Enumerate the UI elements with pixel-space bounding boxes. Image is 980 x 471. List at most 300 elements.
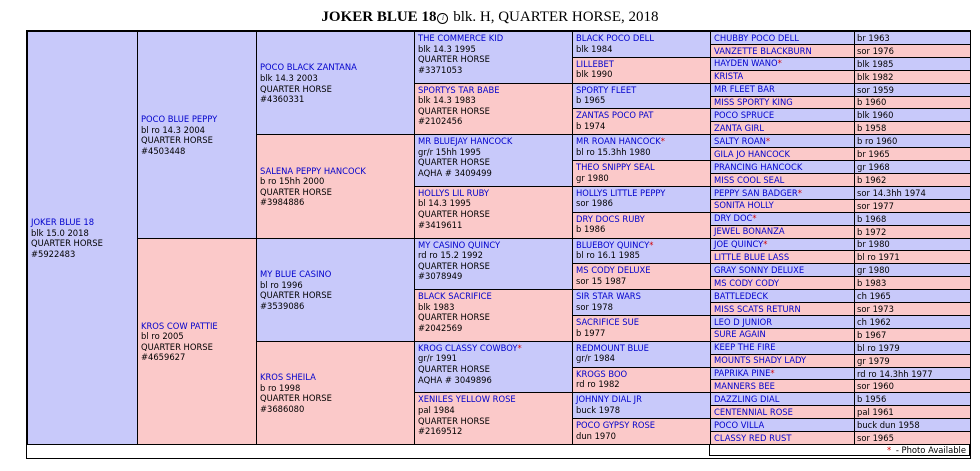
horse-info [714,175,784,186]
detail-divider [854,342,855,354]
horse-name-line [714,58,782,69]
horse-info [714,162,802,173]
pedigree-cell-gen3 [414,31,573,84]
photo-star: * [765,135,771,146]
horse-name-link[interactable]: JEWEL BONANZA [714,226,785,237]
horse-name-link[interactable]: LITTLE BLUE LASS [714,252,790,263]
horse-detail: sor 1960 [857,381,894,392]
horse-name-link[interactable]: POCO BLUE PEPPY [141,114,218,125]
horse-detail: ch 1965 [857,291,891,302]
pedigree-cell-gen4 [572,315,711,342]
horse-name-line [714,407,793,418]
horse-detail: b 1972 [857,226,887,237]
pedigree-cell-gen5 [710,302,971,316]
horse-info [714,110,774,121]
horse-info [714,394,779,405]
detail-divider [854,109,855,121]
horse-detail-line: dun 1970 [576,430,616,441]
horse-detail-line: bl ro 2005 [141,331,184,342]
horse-name-link[interactable]: BLACK POCO DELL [576,33,655,43]
photo-star: * [770,368,775,379]
detail-divider [854,84,855,96]
detail-divider [854,393,855,405]
pedigree-cell-gen5 [710,160,971,174]
horse-name-link[interactable]: MR FLEET BAR [714,84,775,95]
horse-name-link[interactable]: CENTENNIAL ROSE [714,406,793,417]
horse-detail-line: #4659627 [141,352,186,363]
horse-info [31,217,103,259]
pedigree-cell-gen3 [414,134,573,187]
horse-info [418,33,503,75]
horse-detail: sor 1976 [857,45,894,56]
pedigree-cell-gen5 [710,83,971,97]
horse-detail-line: b ro 1998 [260,382,301,393]
horse-name-link[interactable]: PRANCING HANCOCK [714,161,803,172]
horse-detail-line: bl ro 16.1 1985 [576,250,640,261]
horse-info [714,291,768,302]
horse-name-link[interactable]: XENILES YELLOW ROSE [418,394,516,405]
horse-detail-line: b ro 15hh 2000 [260,176,325,187]
detail-divider [854,97,855,109]
horse-name-line [418,343,522,354]
pedigree-cell-gen5 [710,186,971,200]
horse-name-link[interactable]: JOHNNY DIAL JR [576,394,642,405]
horse-name-line [714,226,785,237]
horse-info [714,213,757,224]
pedigree-cell-gen4 [572,418,711,445]
horse-detail-line: QUARTER HORSE [418,260,490,271]
horse-name-link[interactable]: SACRIFICE SUE [576,316,640,327]
horse-detail-line: b 1965 [576,95,606,106]
pedigree-cell-gen5 [710,431,971,445]
horse-name-link[interactable]: PEPPY SAN BADGER [714,187,798,198]
horse-name-line [714,239,767,250]
pedigree-cell-gen5 [710,341,971,355]
pedigree-cell-gen5 [710,96,971,110]
horse-name-line [714,394,779,405]
pedigree-cell-gen2 [256,238,415,342]
horse-info [576,420,655,441]
horse-detail-line: #3686080 [260,403,305,414]
horse-detail: gr 1979 [857,355,890,366]
horse-detail-line: buck 1978 [576,404,621,415]
horse-name-link[interactable]: LILLEBET [576,58,614,69]
horse-info [576,110,653,131]
horse-detail-line: sor 15 1987 [576,275,627,286]
horse-detail: b 1960 [857,97,887,108]
horse-info [260,269,332,311]
horse-name-link[interactable]: POCO GYPSY ROSE [576,420,656,431]
horse-name-link[interactable]: MANNERS BEE [714,381,775,392]
horse-detail-line: blk 1990 [576,69,613,80]
horse-info [418,291,492,333]
horse-name-line [714,252,789,263]
detail-divider [854,355,855,367]
horse-name-line [714,188,802,199]
horse-name-link[interactable]: POCO SPRUCE [714,110,775,121]
horse-name-link[interactable]: KROS COW PATTIE [141,320,218,331]
horse-info [714,381,775,392]
horse-name-link[interactable]: KEEP THE FIRE [714,342,776,353]
horse-detail-line: QUARTER HORSE [418,363,490,374]
horse-detail-line: #3371053 [418,64,463,75]
detail-divider [854,71,855,83]
horse-detail-line: #2102456 [418,116,463,127]
horse-detail: bl ro 1979 [857,342,900,353]
pedigree-cell-gen5 [710,147,971,161]
horse-name-line [714,136,770,147]
horse-name-link[interactable]: THE COMMERCE KID [418,33,504,43]
detail-divider [854,368,855,380]
horse-detail-line: QUARTER HORSE [260,83,332,94]
detail-divider [854,316,855,328]
horse-name-link[interactable]: DAZZLING DIAL [714,394,780,405]
photo-star: * [763,239,768,250]
horse-name-line [141,321,218,332]
horse-name-link[interactable]: ZANTAS POCO PAT [576,110,654,121]
photo-star: * [777,58,782,69]
pedigree-cell-gen4 [572,289,711,316]
pedigree-cell-gen5 [710,225,971,239]
horse-name-line [576,240,653,251]
horse-name-line [714,46,812,57]
horse-info [714,342,776,353]
pedigree-cell-gen4 [572,83,711,110]
horse-detail-line: sor 1978 [576,301,613,312]
horse-name-link[interactable]: POCO VILLA [714,419,765,430]
horse-detail-line: #2169512 [418,426,463,437]
pedigree-cell-gen3 [414,238,573,291]
horse-name-line [714,317,772,328]
horse-info [418,394,516,436]
detail-divider [854,148,855,160]
horse-name-line [418,33,503,44]
horse-name-line [576,369,627,380]
pedigree-cell-gen4 [572,212,711,239]
pedigree-cell-gen5 [710,276,971,290]
pedigree-cell-gen3 [414,83,573,136]
horse-detail: b 1968 [857,213,887,224]
horse-name-line [418,291,492,302]
horse-name-line [576,317,639,328]
horse-info [714,200,774,211]
pedigree-cell-gen4 [572,160,711,187]
horse-name-line [576,343,649,354]
horse-name-line [714,433,791,444]
horse-detail: sor 1973 [857,303,894,314]
horse-name-line [714,278,779,289]
horse-detail-line: #5922483 [31,249,76,260]
horse-name-link[interactable]: HOLLYS LIL RUBY [418,187,490,198]
horse-name-link[interactable]: MY BLUE CASINO [260,268,332,279]
pedigree-cell-gen5 [710,250,971,264]
horse-info [576,265,651,286]
pedigree-cell-gen5 [710,238,971,252]
horse-name-line [418,240,500,251]
horse-info [576,369,627,390]
horse-info [418,136,512,178]
pedigree-cell-gen5 [710,405,971,419]
horse-name-link[interactable]: MISS SCATS RETURN [714,303,801,314]
horse-info [576,291,641,312]
horse-detail-line: blk 1983 [418,301,455,312]
horse-name-link[interactable]: KROG CLASSY COWBOY [418,342,518,353]
pedigree-cell-gen5 [710,199,971,213]
pedigree-cell-gen5 [710,315,971,329]
pedigree-cell-gen2 [256,134,415,238]
horse-name-line [714,110,774,121]
horse-detail-line: gr/r 1991 [418,353,458,364]
horse-name-line [714,304,801,315]
horse-detail-line: QUARTER HORSE [260,186,332,197]
pedigree-cell-gen4 [572,186,711,213]
horse-name-link[interactable]: BLUEBOY QUINCY [576,239,650,250]
horse-info [260,166,366,208]
horse-name-line [714,149,790,160]
horse-name-link[interactable]: SURE AGAIN [714,329,766,340]
horse-info [714,368,775,379]
horse-name-link[interactable]: GILA JO HANCOCK [714,148,791,159]
legend-text: - Photo Available [893,445,966,455]
horse-name-link[interactable]: DRY DOCS RUBY [576,213,645,224]
horse-name-line [714,200,774,211]
horse-name-link[interactable]: JOE QUINCY [714,239,764,250]
horse-detail: gr 1980 [857,265,890,276]
horse-detail-line: #4360331 [260,94,305,105]
horse-name-line [576,188,665,199]
pedigree-cell-gen1 [137,31,257,239]
horse-name-line [576,33,654,44]
horse-name-line [714,71,743,82]
horse-info [576,343,649,364]
horse-name-link[interactable]: MOUNTS SHADY LADY [714,355,807,366]
horse-detail-line: QUARTER HORSE [418,312,490,323]
pedigree-cell-gen4 [572,392,711,419]
horse-detail-line: QUARTER HORSE [141,135,213,146]
horse-name-line [576,59,614,70]
pedigree-cell-gen5 [710,121,971,135]
horse-detail-line: blk 14.3 1995 [418,43,476,54]
horse-name-line [714,381,775,392]
horse-name-link[interactable]: CHUBBY POCO DELL [714,32,799,43]
horse-info [576,162,655,183]
horse-detail-line: QUARTER HORSE [418,105,490,116]
horse-detail-line: bl ro 1996 [260,279,303,290]
horse-detail: br 1965 [857,149,890,160]
detail-divider [854,329,855,341]
horse-info [714,188,802,199]
horse-name-link[interactable]: VANZETTE BLACKBURN [714,45,812,56]
horse-detail-line: #3419611 [418,219,463,230]
detail-divider [854,45,855,57]
pedigree-cell-gen5 [710,328,971,342]
horse-name-line [260,372,332,383]
pedigree-cell-gen4 [572,238,711,265]
horse-name-link[interactable]: BLACK SACRIFICE [418,291,492,302]
horse-info [576,214,645,235]
horse-info [714,355,806,366]
horse-name-line [714,175,784,186]
horse-info [714,46,812,57]
pedigree-cell-gen2 [256,31,415,135]
pedigree-cell-gen4 [572,263,711,290]
horse-info [714,407,793,418]
detail-divider [854,226,855,238]
horse-name-line [260,269,332,280]
horse-name-link[interactable]: PAPRIKA PINE [714,368,771,379]
horse-detail: b 1956 [857,394,887,405]
horse-name-line [714,33,799,44]
horse-detail: b 1983 [857,278,887,289]
horse-name-link[interactable]: MY CASINO QUINCY [418,239,501,250]
horse-name-link[interactable]: KROS SHEILA [260,372,316,383]
horse-title-name: JOKER BLUE 18 [321,9,437,25]
horse-detail: sor 1965 [857,433,894,444]
horse-name-link[interactable]: SIR STAR WARS [576,291,641,302]
horse-name-line [31,217,103,228]
horse-detail-line: blk 15.0 2018 [31,227,89,238]
detail-divider [854,432,855,444]
horse-name-line [714,355,806,366]
horse-detail-line: QUARTER HORSE [418,157,490,168]
horse-detail: b ro 1960 [857,136,898,147]
photo-star: * [752,213,757,224]
pedigree-cell-gen5 [710,212,971,226]
horse-name-link[interactable]: BATTLEDECK [714,290,768,301]
pedigree-cell-gen4 [572,57,711,84]
horse-detail: blk 1960 [857,110,894,121]
horse-name-link[interactable]: HOLLYS LITTLE PEPPY [576,187,666,198]
photo-star: * [517,342,522,353]
horse-name-line [260,62,357,73]
detail-divider [854,277,855,289]
horse-detail-line: bl ro 14.3 2004 [141,124,205,135]
horse-detail-line: blk 14.3 1983 [418,95,476,106]
horse-name-link[interactable]: MISS COOL SEAL [714,174,785,185]
horse-info [714,136,770,147]
horse-info [576,59,614,80]
pedigree-cell-gen4 [572,367,711,394]
pedigree-cell-gen3 [414,289,573,342]
pedigree-table [26,30,971,459]
horse-name-link[interactable]: SPORTY FLEET [576,84,637,95]
horse-name-link[interactable]: MR BLUEJAY HANCOCK [418,136,513,147]
horse-detail: buck dun 1958 [857,420,920,431]
horse-name-link[interactable]: LEO D JUNIOR [714,316,773,327]
horse-name-link[interactable]: SONITA HOLLY [714,200,774,211]
horse-info [576,33,654,54]
horse-name-line [576,136,665,147]
detail-divider [854,32,855,44]
detail-divider [854,135,855,147]
horse-info [714,265,804,276]
horse-detail-line: AQHA # 3409499 [418,168,492,179]
horse-name-link[interactable]: SALENA PEPPY HANCOCK [260,165,366,176]
horse-name-line [714,213,757,224]
horse-detail-line: #3539086 [260,300,305,311]
horse-name-line [714,97,793,108]
info-icon[interactable]: i [437,13,448,24]
pedigree-cell-gen5 [710,418,971,432]
horse-info [714,278,779,289]
horse-name-link[interactable]: ZANTA GIRL [714,122,765,133]
horse-name-line [260,166,366,177]
horse-name-link[interactable]: MS CODY DELUXE [576,265,651,276]
horse-name-link[interactable]: KROGS BOO [576,368,628,379]
horse-name-link[interactable]: MISS SPORTY KING [714,97,793,108]
horse-name-line [714,291,768,302]
horse-info [714,226,785,237]
horse-name-line [418,394,516,405]
horse-detail: b 1967 [857,329,887,340]
horse-detail-line: rd ro 15.2 1992 [418,250,483,261]
photo-star: * [797,187,802,198]
pedigree-cell-gen4 [572,31,711,58]
horse-info [714,58,782,69]
horse-info [714,329,766,340]
horse-name-link[interactable]: SPORTYS TAR BABE [418,84,500,95]
horse-name-link[interactable]: REDMOUNT BLUE [576,342,649,353]
detail-divider [854,419,855,431]
horse-detail-line: #3984886 [260,197,305,208]
detail-divider [854,200,855,212]
horse-name-link[interactable]: THEO SNIPPY SEAL [576,162,655,173]
pedigree-cell-gen3 [414,392,573,445]
horse-detail: b 1958 [857,123,887,134]
horse-name-link[interactable]: HAYDEN WANO [714,58,778,69]
pedigree-cell-gen5 [710,108,971,122]
horse-name-link[interactable]: DRY DOC [714,213,753,224]
horse-detail-line: b 1977 [576,327,606,338]
horse-name-link[interactable]: CLASSY RED RUST [714,432,792,443]
horse-detail: b 1962 [857,174,887,185]
horse-detail: br 1963 [857,32,890,43]
pedigree-cell-gen5 [710,289,971,303]
horse-info [260,372,332,414]
horse-detail-line: AQHA # 3049896 [418,374,492,385]
horse-info [418,188,490,230]
horse-name-link[interactable]: POCO BLACK ZANTANA [260,62,357,73]
horse-detail: blk 1985 [857,58,894,69]
horse-name-link[interactable]: JOKER BLUE 18 [31,217,95,228]
photo-legend [709,444,970,456]
horse-info [714,84,775,95]
pedigree-cell-gen5 [710,379,971,393]
horse-name-link[interactable]: KRISTA [714,71,744,82]
horse-info [418,85,500,127]
horse-name-line [714,265,804,276]
horse-name-link[interactable]: MS CODY CODY [714,277,779,288]
horse-info [714,420,764,431]
horse-detail-line: pal 1984 [418,404,455,415]
horse-name-line [714,329,766,340]
horse-name-link[interactable]: MR ROAN HANCOCK [576,136,661,147]
pedigree-cell-gen5 [710,354,971,368]
horse-info [576,317,639,338]
horse-name-line [576,420,655,431]
horse-name-link[interactable]: SALTY ROAN [714,135,766,146]
horse-name-link[interactable]: GRAY SONNY DELUXE [714,264,805,275]
horse-name-line [141,114,217,125]
horse-name-line [576,85,636,96]
horse-detail-line: QUARTER HORSE [418,54,490,65]
horse-info [714,317,772,328]
horse-name-line [576,214,645,225]
horse-detail-line: gr/r 1984 [576,353,616,364]
horse-info [714,33,799,44]
horse-info [714,149,790,160]
pedigree-cell-gen2 [256,341,415,445]
